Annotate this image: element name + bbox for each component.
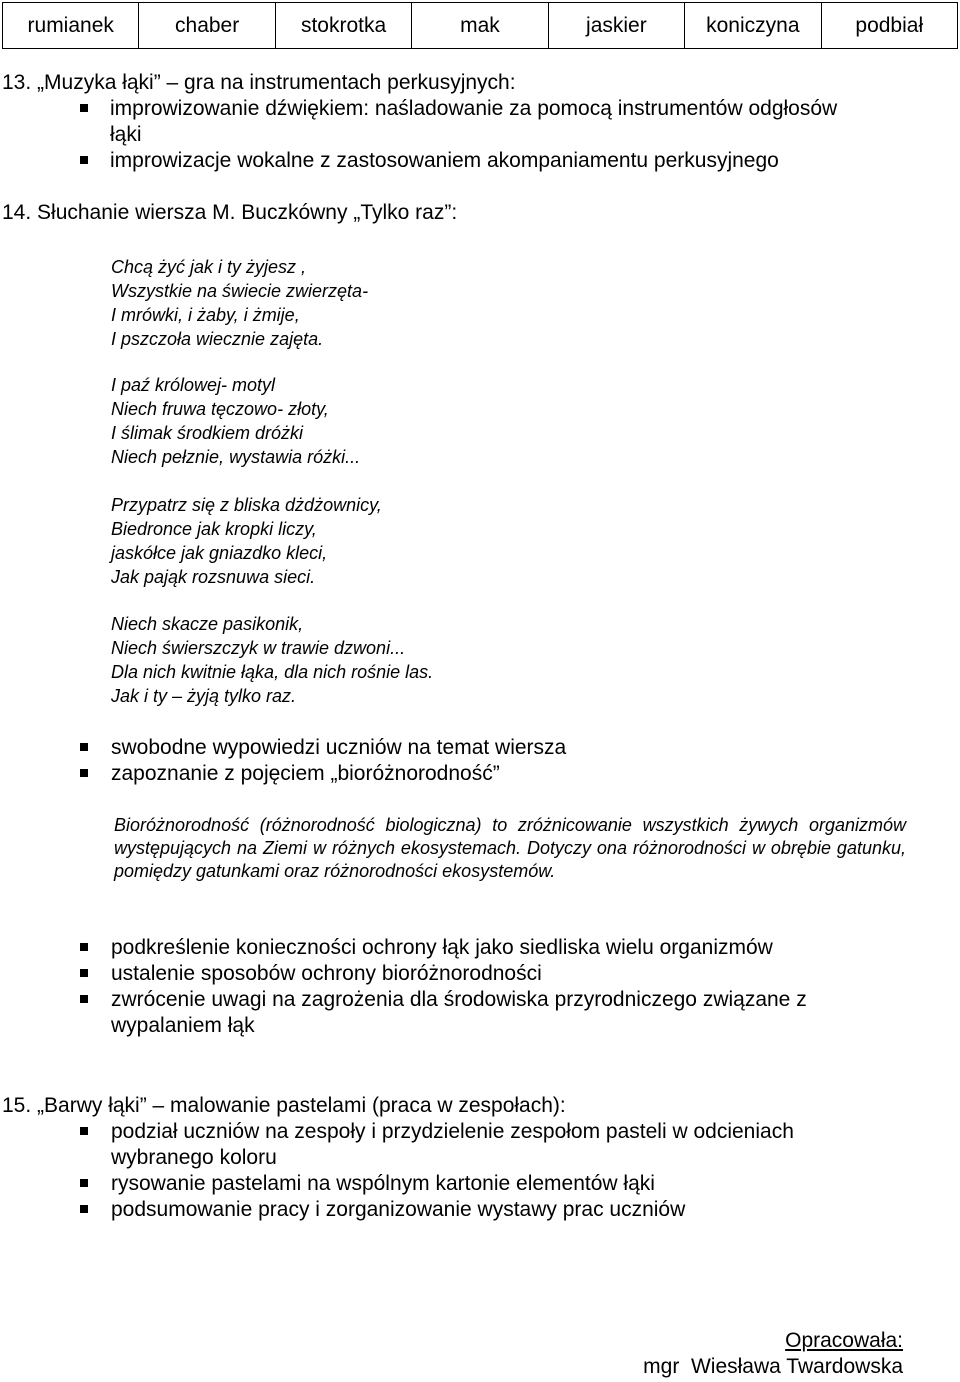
section-15-item-2: rysowanie pastelami na wspólnym kartonie elementów łąki — [111, 1172, 655, 1195]
poem-line: I mrówki, i żaby, i żmije, — [111, 305, 300, 325]
poem-line: Niech skacze pasikonik, — [111, 614, 304, 634]
section-13-title: 13. „Muzyka łąki” – gra na instrumentach perkusyjnych: — [2, 71, 516, 94]
bullet-icon — [80, 943, 88, 951]
section-13-item-2: improwizacje wokalne z zastosowaniem akompaniamentu perkusyjnego — [110, 149, 779, 172]
section-13-item-1: improwizowanie dźwiękiem: naśladowanie za pomocą instrumentów odgłosów — [110, 97, 838, 120]
table-cell-rumianek: rumianek — [3, 3, 139, 49]
poem-line: Biedronce jak kropki liczy, — [111, 519, 317, 539]
poem-line: Chcą żyć jak i ty żyjesz , — [111, 257, 307, 277]
table-cell-jaskier: jaskier — [548, 3, 684, 49]
poem-line: jaskółce jak gniazdko kleci, — [111, 543, 328, 563]
biodiversity-definition: Bioróżnorodność (różnorodność biologiczna) to zróżnicowanie wszystkich żywych organizmów występujących na Ziemi w różnych ekosystemach. Dotyczy ona różnorodności w obrębie gatunku, pomiędzy gatunkami oraz różnorodności ekosystemów. — [114, 815, 906, 881]
table-row — [3, 3, 958, 49]
poem-line: I paź królowej- motyl — [111, 375, 276, 395]
poem-line: Niech świerszczyk w trawie dzwoni... — [111, 638, 406, 658]
poem-line: I pszczoła wiecznie zajęta. — [111, 329, 324, 349]
bullet-icon — [80, 969, 88, 977]
poem-line: Przypatrz się z bliska dżdżownicy, — [111, 495, 382, 515]
flower-names-table — [2, 2, 958, 49]
bullet-icon — [80, 995, 88, 1003]
table-cell-chaber: chaber — [139, 3, 275, 49]
bullet-icon — [80, 104, 88, 112]
bullet-icon — [80, 743, 88, 751]
bullet-icon — [80, 1179, 88, 1187]
section-14-item-3: podkreślenie konieczności ochrony łąk jako siedliska wielu organizmów — [111, 936, 773, 959]
poem-line: Niech pełznie, wystawia różki... — [111, 447, 361, 467]
section-14-item-2: zapoznanie z pojęciem „bioróżnorodność” — [111, 762, 500, 785]
poem-line: Niech fruwa tęczowo- złoty, — [111, 399, 329, 419]
section-14-item-5: zwrócenie uwagi na zagrożenia dla środowiska przyrodniczego związane z — [111, 988, 807, 1011]
poem-line: Jak pająk rozsnuwa sieci. — [111, 567, 316, 587]
poem-line: Dla nich kwitnie łąka, dla nich rośnie las. — [111, 662, 434, 682]
bullet-icon — [80, 769, 88, 777]
section-15-title: 15. „Barwy łąki” – malowanie pastelami (praca w zespołach): — [2, 1094, 566, 1117]
table-cell-podbial: podbiał — [821, 3, 957, 49]
table-cell-stokrotka: stokrotka — [275, 3, 411, 49]
section-14-item-4: ustalenie sposobów ochrony bioróżnorodności — [111, 962, 542, 985]
bullet-icon — [80, 156, 88, 164]
bullet-icon — [80, 1205, 88, 1213]
section-15-item-3: podsumowanie pracy i zorganizowanie wystawy prac uczniów — [111, 1198, 686, 1221]
table-cell-mak: mak — [412, 3, 548, 49]
section-13-item-1-cont: łąki — [110, 123, 142, 146]
poem-line: Wszystkie na świecie zwierzęta- — [111, 281, 369, 301]
poem-line: I ślimak środkiem dróżki — [111, 423, 304, 443]
author-label: Opracowała: — [785, 1329, 903, 1352]
table-cell-koniczyna: koniczyna — [685, 3, 821, 49]
section-14-title: 14. Słuchanie wiersza M. Buczkówny „Tylko raz”: — [2, 201, 458, 224]
author-name: mgr Wiesława Twardowska — [643, 1355, 903, 1378]
bullet-icon — [80, 1127, 88, 1135]
section-15-item-1: podział uczniów na zespoły i przydzielenie zespołom pasteli w odcieniach — [111, 1120, 794, 1143]
poem-line: Jak i ty – żyją tylko raz. — [111, 686, 297, 706]
section-14-item-1: swobodne wypowiedzi uczniów na temat wiersza — [111, 736, 567, 759]
section-14-item-5-cont: wypalaniem łąk — [111, 1014, 255, 1037]
section-15-item-1-cont: wybranego koloru — [111, 1146, 277, 1169]
